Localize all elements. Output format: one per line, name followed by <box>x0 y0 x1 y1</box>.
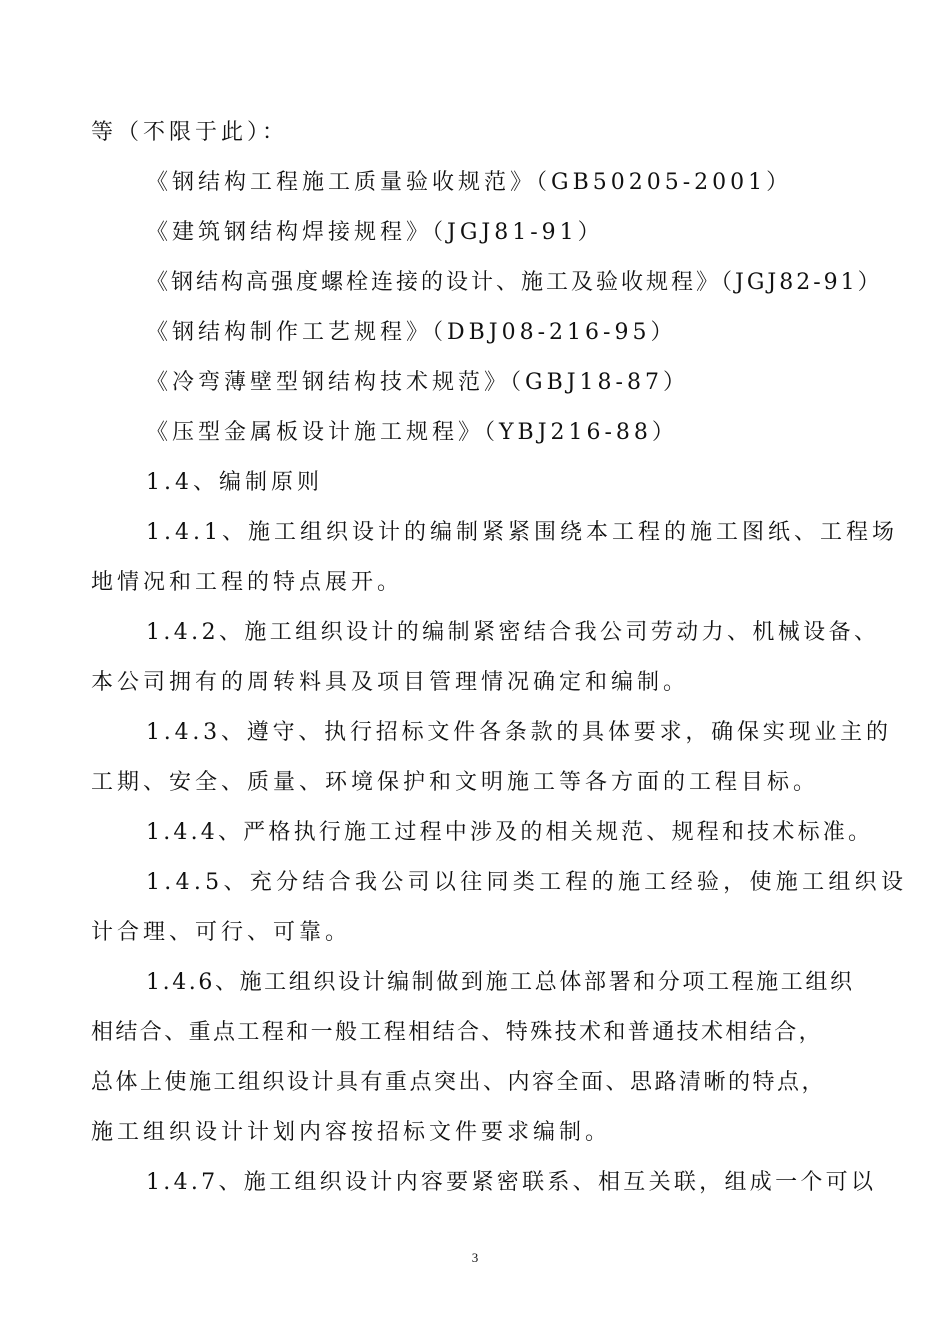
standard-reference: 《钢结构制作工艺规程》（DBJ08-216-95） <box>146 320 677 345</box>
paragraph-line: 1.4.2、施工组织设计的编制紧密结合我公司劳动力、机械设备、 <box>146 620 880 645</box>
paragraph-line: 1.4.7、施工组织设计内容要紧密联系、相互关联，组成一个可以 <box>146 1170 877 1195</box>
standard-reference: 《建筑钢结构焊接规程》（JGJ81-91） <box>146 220 604 245</box>
paragraph-line: 总体上使施工组织设计具有重点突出、内容全面、思路清晰的特点， <box>91 1070 827 1095</box>
paragraph-line: 工期、安全、质量、环境保护和文明施工等各方面的工程目标。 <box>91 770 820 795</box>
paragraph-line: 1.4.4、严格执行施工过程中涉及的相关规范、规程和技术标准。 <box>146 820 874 845</box>
text-line: 等（不限于此）： <box>91 120 289 145</box>
page-number: 3 <box>471 1250 479 1265</box>
paragraph-line: 计合理、可行、可靠。 <box>91 920 352 945</box>
paragraph-line: 相结合、重点工程和一般工程相结合、特殊技术和普通技术相结合， <box>91 1020 824 1045</box>
paragraph-line: 1.4.5、充分结合我公司以往同类工程的施工经验，使施工组织设 <box>146 870 908 895</box>
standard-reference: 《冷弯薄壁型钢结构技术规范》（GBJ18-87） <box>146 370 689 395</box>
standard-reference: 《压型金属板设计施工规程》（YBJ216-88） <box>146 420 678 445</box>
paragraph-line: 1.4.3、遵守、执行招标文件各条款的具体要求，确保实现业主的 <box>146 720 892 745</box>
section-heading: 1.4、编制原则 <box>146 470 323 495</box>
paragraph-line: 1.4.1、施工组织设计的编制紧紧围绕本工程的施工图纸、工程场 <box>146 520 898 545</box>
paragraph-line: 本公司拥有的周转料具及项目管理情况确定和编制。 <box>91 670 690 695</box>
standard-reference: 《钢结构工程施工质量验收规范》（GB50205-2001） <box>146 170 793 195</box>
paragraph-line: 1.4.6、施工组织设计编制做到施工总体部署和分项工程施工组织 <box>146 970 855 995</box>
paragraph-line: 地情况和工程的特点展开。 <box>91 570 404 595</box>
paragraph-line: 施工组织设计计划内容按招标文件要求编制。 <box>91 1120 612 1145</box>
standard-reference: 《钢结构高强度螺栓连接的设计、施工及验收规程》（JGJ82-91） <box>146 270 883 295</box>
